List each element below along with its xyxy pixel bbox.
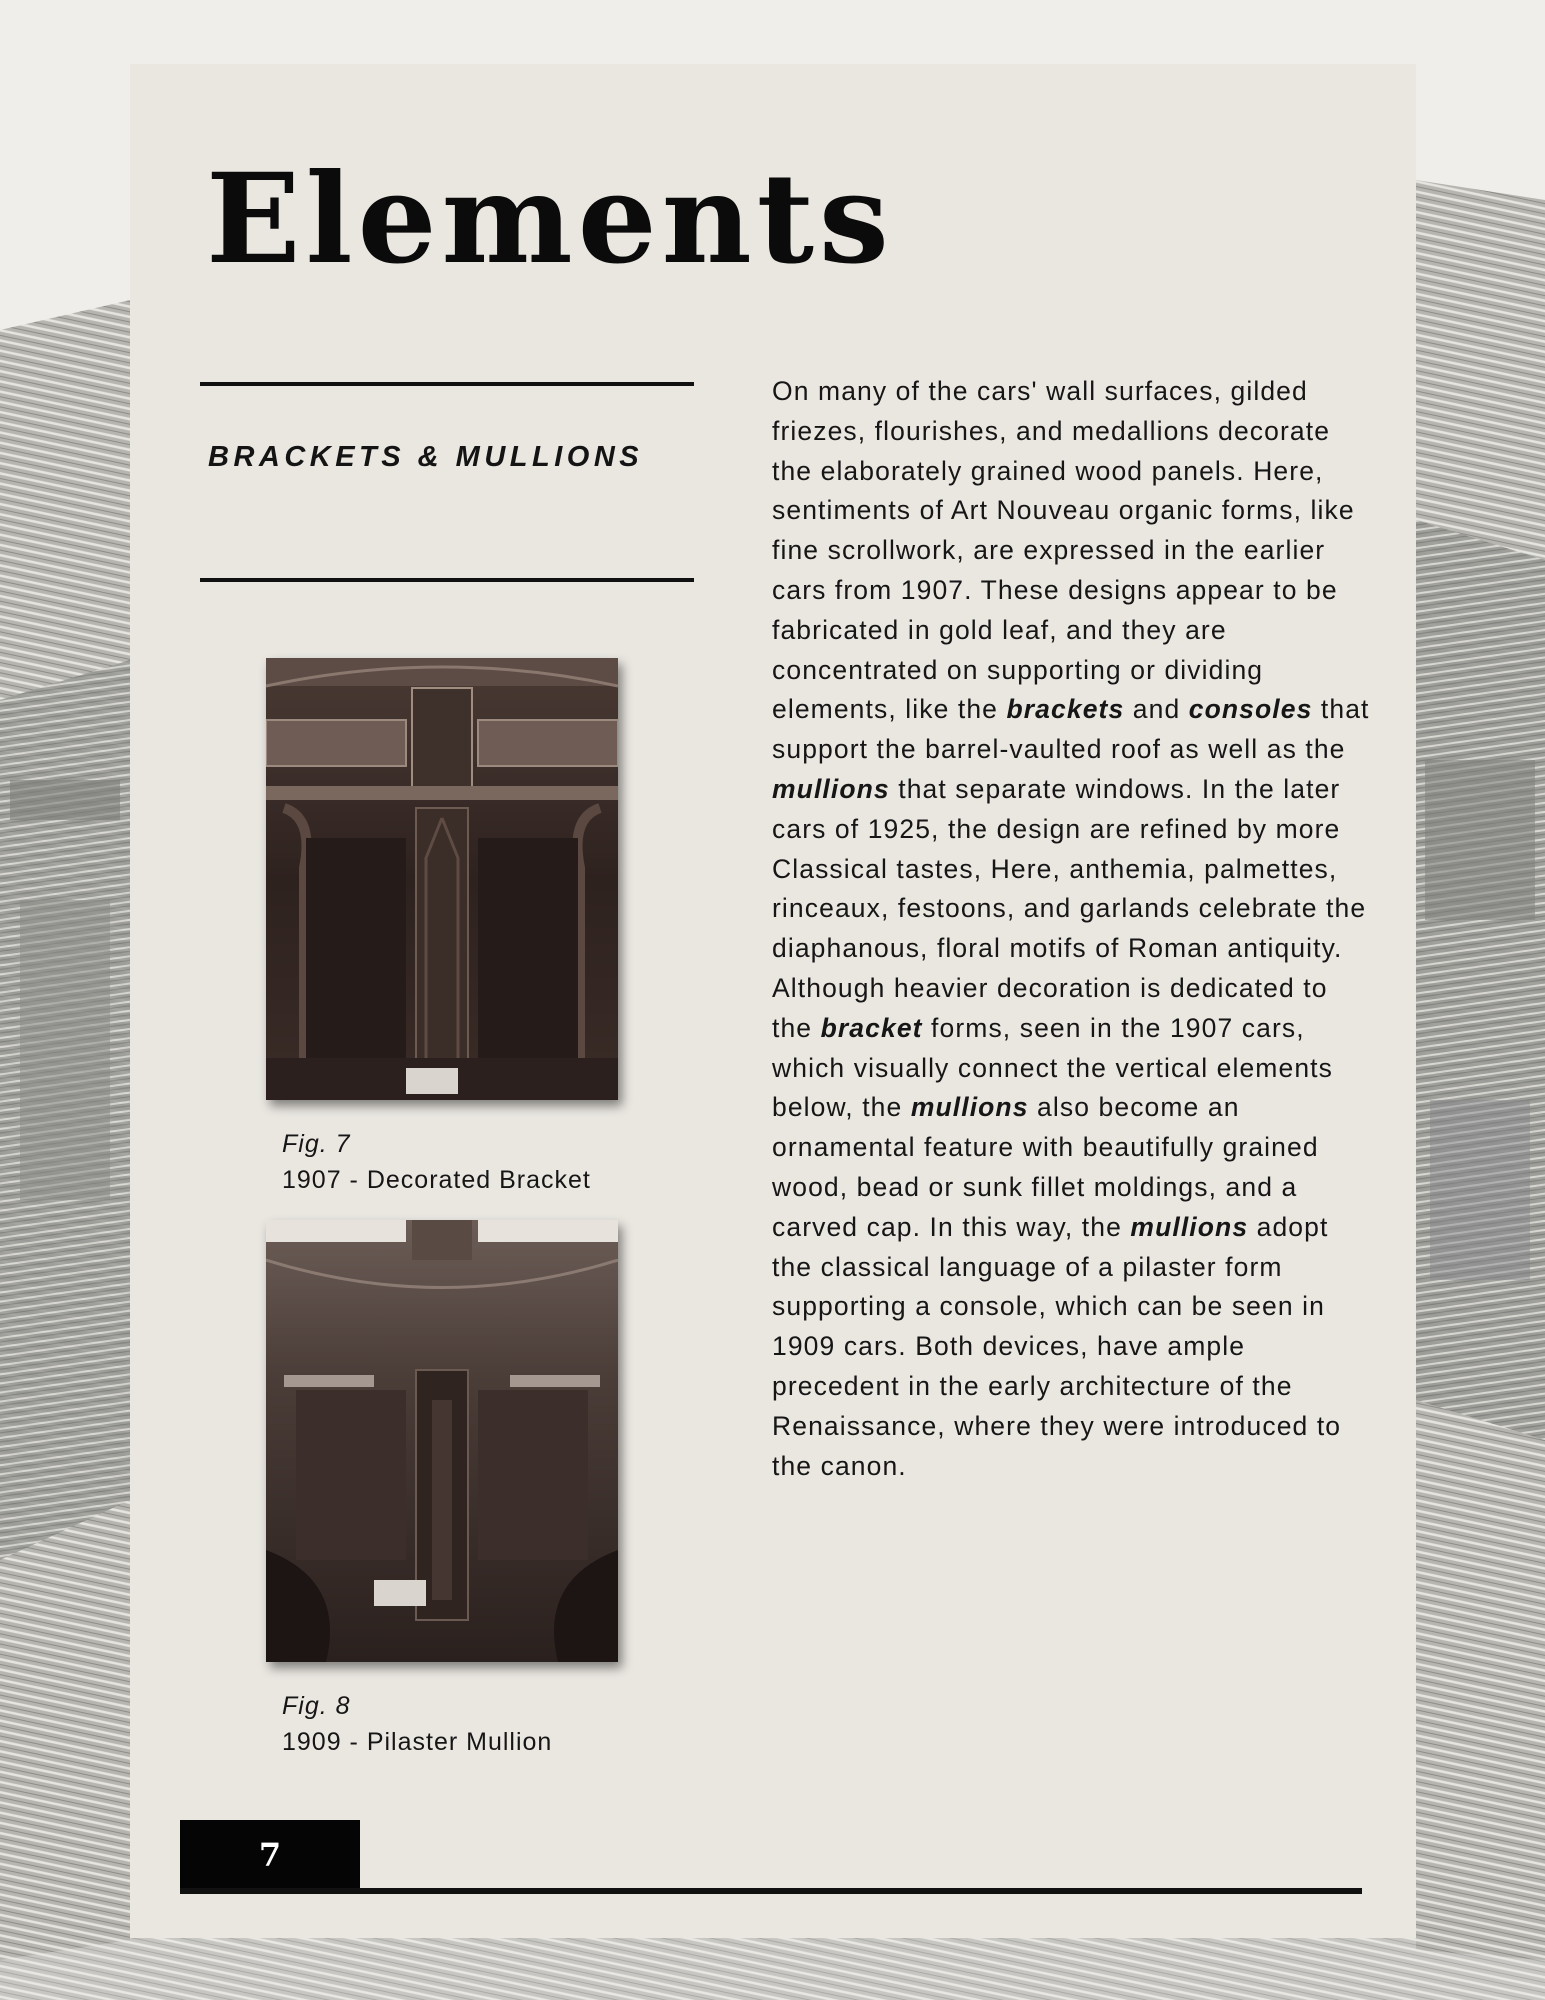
subheading-top-rule: [200, 382, 694, 386]
page-number-box: [180, 1820, 360, 1890]
figure-7-photo: [266, 658, 618, 1100]
figure-8-caption-text: 1909 - Pilaster Mullion: [282, 1728, 553, 1756]
page-panel: [130, 64, 1416, 1938]
subheading-bottom-rule: [200, 578, 694, 582]
body-text-run: adopt the classical language of a pilaster form supporting a console, which can be seen in 1909 cars. Both devices, have ample precedent in the early architecture of the Renaissance, where they were introduced to the canon.: [772, 1211, 1342, 1481]
figure-7-number: Fig. 7: [282, 1130, 351, 1158]
term-bracket: bracket: [820, 1012, 923, 1043]
term-consoles: consoles: [1188, 694, 1313, 725]
term-mullions: mullions: [772, 773, 890, 804]
term-mullions: mullions: [910, 1092, 1029, 1123]
figure-7-caption: [282, 1126, 682, 1198]
body-text-run: also become an ornamental feature with beautifully grained wood, bead or sunk fillet moldings, and a carved cap. In this way, the: [772, 1092, 1319, 1242]
footer-rule: [180, 1888, 1362, 1894]
body-text-run: and: [1124, 694, 1189, 725]
page-number: 7: [258, 1836, 282, 1874]
figure-8-photo: [266, 1220, 618, 1662]
body-text-run: that support the barrel-vaulted roof as well as the: [772, 694, 1370, 765]
figure-8-number: Fig. 8: [282, 1692, 351, 1720]
body-paragraph: [772, 372, 1372, 1486]
section-subheading: BRACKETS & MULLIONS: [208, 441, 644, 473]
body-text-run: forms, seen in the 1907 cars, which visually connect the vertical elements below, the: [772, 1012, 1333, 1123]
body-text-run: On many of the cars' wall surfaces, gilded friezes, flourishes, and medallions decorate the elaborately grained wood panels. Here, sentiments of Art Nouveau organic forms, like fine scrollwork, are expressed in the earlier cars from 1907. These designs appear to be fabricated in gold leaf, and they are concentrated on supporting or dividing elements, like the: [772, 376, 1355, 725]
figure-7-caption-text: 1907 - Decorated Bracket: [282, 1166, 591, 1194]
figure-8-caption: [282, 1688, 682, 1760]
page-title: Elements: [206, 147, 894, 292]
term-brackets: brackets: [1006, 694, 1125, 725]
term-mullions: mullions: [1130, 1211, 1249, 1242]
body-text-run: that separate windows. In the later cars of 1925, the design are refined by more Classical tastes, Here, anthemia, palmettes, rinceaux, festoons, and garlands celebrate the diaphanous, floral motifs of Roman antiquity. Although heavier decoration is dedicated to the: [772, 773, 1367, 1043]
